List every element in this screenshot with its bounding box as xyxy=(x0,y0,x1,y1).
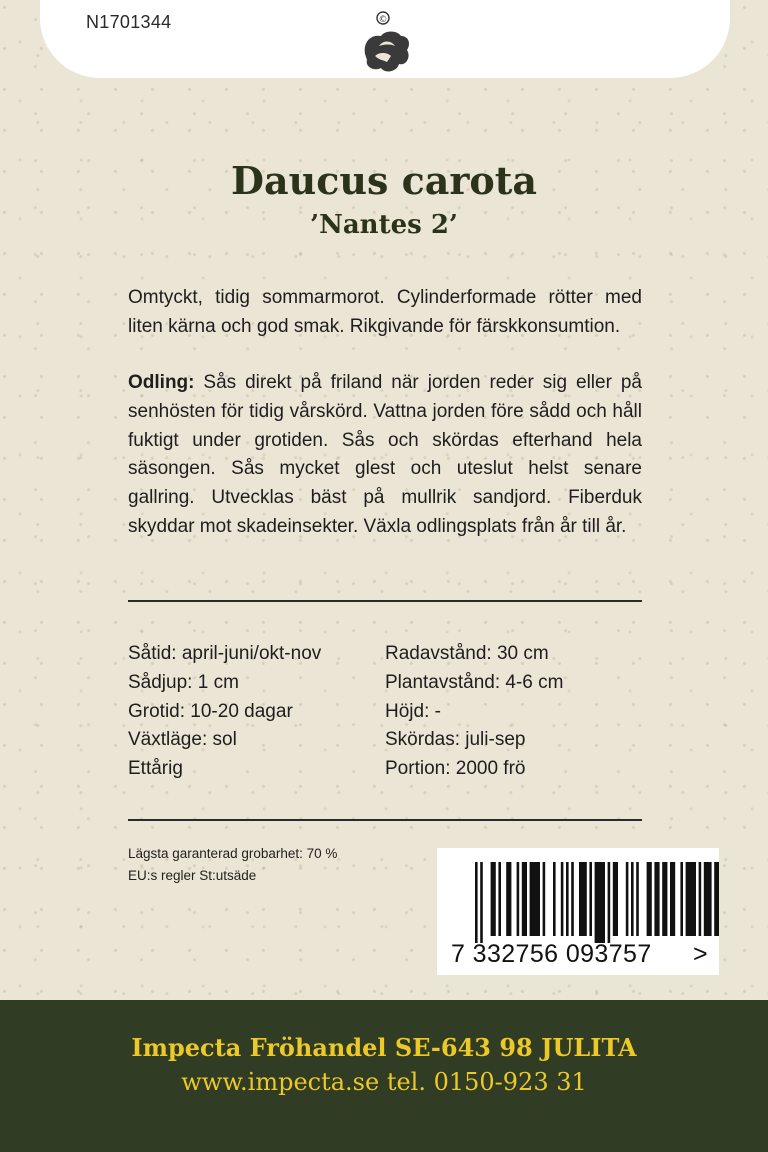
impecta-logo-icon xyxy=(357,6,413,78)
product-code: N1701344 xyxy=(86,12,172,32)
fact-row-spacing: Radavstånd: 30 cm xyxy=(385,643,549,664)
barcode-bars xyxy=(437,848,719,943)
variety-title: ’Nantes 2’ xyxy=(310,210,458,240)
description-text: Omtyckt, tidig sommarmorot. Cylinderformade rötter med liten kärna och god smak. Rikgivande för färskkonsumtion. xyxy=(128,287,642,337)
cultivation-body: Sås direkt på friland när jorden reder sig eller på senhösten för tidig vårskörd. Vattna jorden före sådd och håll fuktigt under grotiden. Sås och skördas efterhand hela säsongen. Sås mycket glest och uteslut helst senare gallring. Utvecklas bäst på mullrik sandjord. Fiberduk skyddar mot skadeinsekter. Växla odlingsplats från år till år. xyxy=(128,372,642,537)
company-contact: www.impecta.se tel. 0150-923 31 xyxy=(181,1068,587,1096)
fact-portion: Portion: 2000 frö xyxy=(385,758,526,780)
company-address: Impecta Fröhandel SE-643 98 JULITA xyxy=(131,1033,637,1062)
species-title: Daucus carota xyxy=(231,158,537,203)
fact-germination: Grotid: 10-20 dagar xyxy=(128,700,293,722)
fact-harvest: Skördas: juli-sep xyxy=(385,729,526,751)
cultivation-text xyxy=(128,369,642,542)
divider-top xyxy=(128,600,642,602)
barcode xyxy=(437,848,719,975)
barcode-arrow: > xyxy=(693,940,708,968)
fact-height: Höjd: - xyxy=(385,700,441,722)
svg-text:©: © xyxy=(378,15,388,25)
fact-plant-spacing: Plantavstånd: 4-6 cm xyxy=(385,671,564,693)
facts-right xyxy=(385,640,563,784)
divider-bottom xyxy=(128,819,642,821)
eu-rules-note: EU:s regler St:utsäde xyxy=(128,868,257,883)
germination-note: Lägsta garanterad grobarhet: 70 % xyxy=(128,846,338,861)
fact-sowing-time: Såtid: april-juni/okt-nov xyxy=(128,643,322,664)
cultivation-label: Odling: xyxy=(128,372,195,393)
fact-location: Växtläge: sol xyxy=(128,729,237,751)
footer-banner xyxy=(0,1000,768,1152)
facts-left xyxy=(128,640,321,784)
barcode-number: 7 332756 093757 xyxy=(451,940,652,968)
fact-sowing-depth: Sådjup: 1 cm xyxy=(128,671,239,693)
fact-annual: Ettårig xyxy=(128,758,183,780)
